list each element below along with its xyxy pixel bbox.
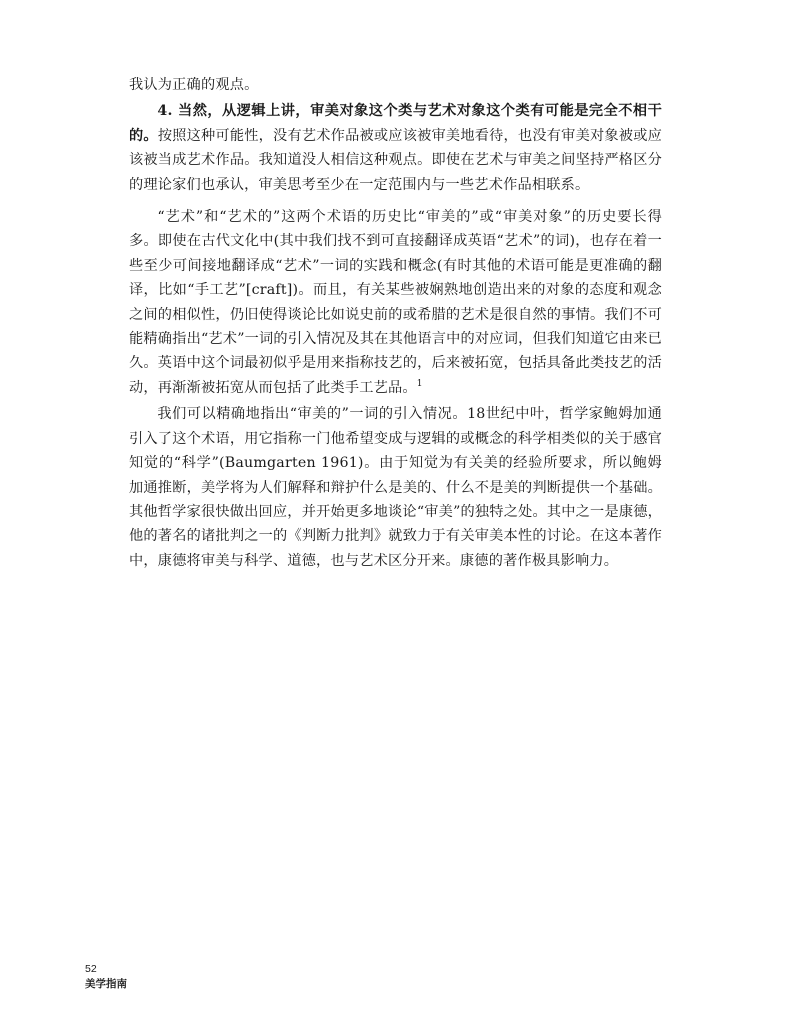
paragraph-numbered-4: [129, 99, 662, 197]
paragraph-text: 我认为正确的观点。: [129, 77, 259, 93]
book-title: 美学指南: [85, 978, 127, 990]
body-text: [129, 73, 662, 573]
paragraph-art-history: [129, 205, 662, 400]
paragraph-aesthetic-history: [129, 402, 662, 573]
page-footer: [85, 962, 127, 992]
paragraph-text: 我们可以精确地指出“审美的”一词的引入情况。18世纪中叶，哲学家鲍姆加通引入了这个术语，用它指称一门他希望变成与逻辑的或概念的科学相类似的关于感官知觉的“科学”(Baumgarten 1961)。由于知觉为有关美的经验所要求，所以鲍姆加通推断，美学将为人们解释和辩护什么是美的、什么不是美的判断提供一个基础。其他哲学家很快做出回应，并开始更多地谈论“审美”的独特之处。其中之一是康德，他的著名的诸批判之一的《判断力批判》就致力于有关审美本性的讨论。在这本著作中，康德将审美与科学、道德，也与艺术区分开来。康德的著作极具影响力。: [129, 406, 662, 569]
paragraph-continuation: [129, 73, 662, 97]
paragraph-text: “艺术”和“艺术的”这两个术语的历史比“审美的”或“审美对象”的历史要长得多。即使在古代文化中(其中我们找不到可直接翻译成英语“艺术”的词)，也存在着一些至少可间接地翻译成“艺术”一词的实践和概念(有时其他的术语可能是更准确的翻译，比如“手工艺”[craft])。而且，有关某些被娴熟地创造出来的对象的态度和观念之间的相似性，仍旧使得谈论比如说史前的或希腊的艺术是很自然的事情。我们不可能精确指出“艺术”一词的引入情况及其在其他语言中的对应词，但我们知道它由来已久。英语中这个词最初似乎是用来指称技艺的，后来被拓宽，包括具备此类技艺的活动，再渐渐被拓宽从而包括了此类手工艺品。: [129, 209, 662, 396]
page-number: 52: [85, 963, 97, 975]
bold-lead-sentence: 4. 当然，从逻辑上讲，审美对象这个类与艺术对象这个类有可能是完全不相干的。: [129, 103, 662, 144]
footnote-marker: 1: [416, 378, 423, 389]
paragraph-text: 按照这种可能性，没有艺术作品被或应该被审美地看待，也没有审美对象被或应该被当成艺术作品。我知道没人相信这种观点。即使在艺术与审美之间坚持严格区分的理论家们也承认，审美思考至少在一定范围内与一些艺术作品相联系。: [129, 127, 662, 193]
